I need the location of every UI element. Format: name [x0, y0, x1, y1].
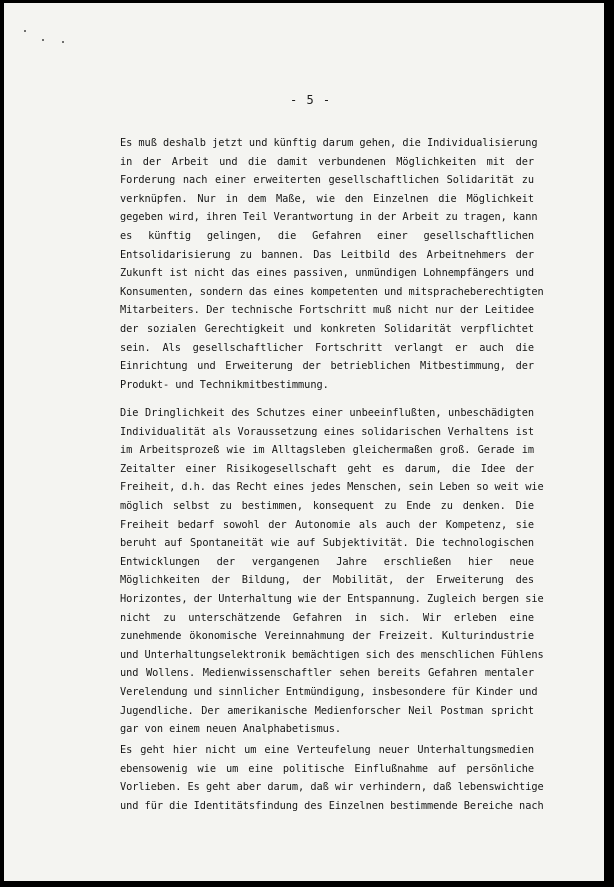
text-line: ebensowenig wie um eine politische Einflußnahme auf persönliche: [120, 762, 534, 775]
text-line: Individualität als Voraussetzung eines solidarischen Verhaltens ist: [120, 425, 534, 438]
text-line: der sozialen Gerechtigkeit und konkreten Solidarität verpflichtet: [120, 322, 534, 335]
text-line: Möglichkeiten der Bildung, der Mobilität, der Erweiterung des: [120, 574, 534, 587]
text-line: im Arbeitsprozeß wie im Alltagsleben gleichermaßen groß. Gerade im: [120, 444, 534, 457]
scan-speck: [42, 39, 44, 41]
text-line: möglich selbst zu bestimmen, konsequent zu Ende zu denken. Die: [120, 499, 534, 512]
text-line: Freiheit, d.h. das Recht eines jedes Menschen, sein Leben so weit wie: [120, 481, 544, 494]
page-number: - 5 -: [290, 93, 332, 107]
text-line: Es muß deshalb jetzt und künftig darum gehen, die Individualisierung: [120, 137, 538, 149]
paragraph-3: [120, 741, 544, 815]
paragraph-2: [120, 404, 544, 739]
text-line: Mitarbeiters. Der technische Fortschritt muß nicht nur der Leitidee: [120, 304, 534, 317]
text-line: Zukunft ist nicht das eines passiven, unmündigen Lohnempfängers und: [120, 267, 534, 280]
text-line: und Wollens. Medienwissenschaftler sehen bereits Gefahren mentaler: [120, 667, 534, 680]
text-line: Jugendliche. Der amerikanische Medienforscher Neil Postman spricht: [120, 704, 534, 717]
document-page: [4, 3, 604, 881]
text-line: Es geht hier nicht um eine Verteufelung neuer Unterhaltungsmedien: [120, 744, 534, 756]
text-line: Entwicklungen der vergangenen Jahre erschließen hier neue: [120, 555, 534, 568]
text-line: in der Arbeit und die damit verbundenen Möglichkeiten mit der: [120, 155, 534, 168]
text-line: Einrichtung und Erweiterung der betrieblichen Mitbestimmung, der: [120, 360, 534, 373]
text-line: Produkt- und Technikmitbestimmung.: [120, 378, 329, 391]
text-line: nicht zu unterschätzende Gefahren in sich. Wir erleben eine: [120, 611, 534, 624]
text-line: zunehmende ökonomische Vereinnahmung der Freizeit. Kulturindustrie: [120, 630, 534, 643]
text-line: und Unterhaltungselektronik bemächtigen sich des menschlichen Fühlens: [120, 648, 544, 661]
text-line: Zeitalter einer Risikogesellschaft geht es darum, die Idee der: [120, 462, 534, 475]
text-line: gegeben wird, ihren Teil Verantwortung in der Arbeit zu tragen, kann: [120, 211, 538, 224]
text-line: verknüpfen. Nur in dem Maße, wie den Einzelnen die Möglichkeit: [120, 192, 534, 205]
text-line: Entsolidarisierung zu bannen. Das Leitbild des Arbeitnehmers der: [120, 248, 534, 261]
text-line: Die Dringlichkeit des Schutzes einer unbeeinflußten, unbeschädigten: [120, 407, 534, 419]
paragraph-1: [120, 134, 544, 394]
text-line: Konsumenten, sondern das eines kompetenten und mitspracheberechtigten: [120, 285, 544, 298]
text-line: beruht auf Spontaneität wie auf Subjektivität. Die technologischen: [120, 537, 534, 550]
scan-speck: [24, 30, 26, 32]
text-line: Freiheit bedarf sowohl der Autonomie als auch der Kompetenz, sie: [120, 518, 534, 531]
text-line: sein. Als gesellschaftlicher Fortschritt verlangt er auch die: [120, 341, 534, 354]
text-line: und für die Identitätsfindung des Einzelnen bestimmende Bereiche nach: [120, 799, 544, 812]
text-line: Forderung nach einer erweiterten gesellschaftlichen Solidarität zu: [120, 174, 534, 187]
text-line: gar von einem neuen Analphabetismus.: [120, 723, 342, 736]
text-line: Vorlieben. Es geht aber darum, daß wir verhindern, daß lebenswichtige: [120, 781, 544, 794]
text-line: es künftig gelingen, die Gefahren einer gesellschaftlichen: [120, 229, 534, 242]
text-line: Horizontes, der Unterhaltung wie der Entspannung. Zugleich bergen sie: [120, 592, 544, 605]
scan-speck: [62, 41, 64, 43]
text-line: Verelendung und sinnlicher Entmündigung, insbesondere für Kinder und: [120, 685, 538, 698]
